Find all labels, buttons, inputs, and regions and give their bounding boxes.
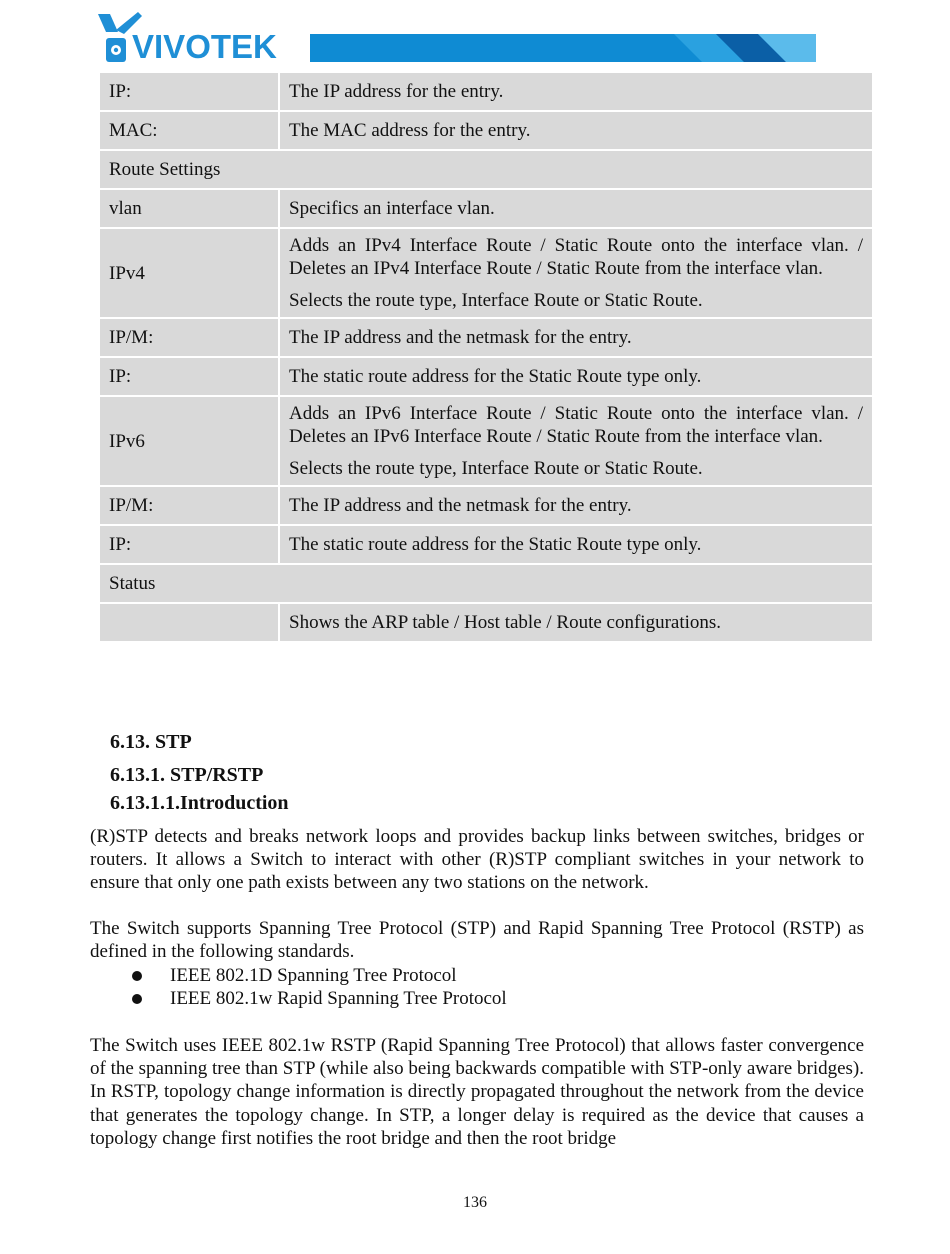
description-text: Specifics an interface vlan. [289, 198, 495, 219]
description-text: The MAC address for the entry. [289, 120, 531, 141]
table-row [99, 111, 873, 150]
table-section-header: Status [99, 564, 873, 603]
description-text: Adds an IPv6 Interface Route / Static Route onto the interface vlan. / Deletes an IPv6 Interface Route / Static Route from the interface vlan. [289, 403, 863, 447]
list-item-text: IEEE 802.1D Spanning Tree Protocol [170, 965, 457, 986]
header-bar-decoration [660, 34, 816, 62]
description-text: The static route address for the Static Route type only. [289, 366, 702, 387]
table-cell-parameter [99, 603, 279, 642]
description-text: Shows the ARP table / Host table / Route configurations. [289, 612, 722, 633]
table-section-header: Route Settings [99, 150, 873, 189]
table-cell-parameter: IPv6 [99, 396, 279, 486]
subsection-heading-stp-rstp: 6.13.1. STP/RSTP [110, 764, 264, 786]
subsection-heading-introduction: 6.13.1.1.Introduction [110, 792, 289, 814]
list-item [90, 987, 864, 1010]
list-item-text: IEEE 802.1w Rapid Spanning Tree Protocol [170, 988, 507, 1010]
bullet-icon [132, 971, 142, 981]
standards-list [90, 964, 864, 1010]
description-text: Selects the route type, Interface Route or Static Route. [289, 458, 703, 479]
description-text: The static route address for the Static Route type only. [289, 534, 702, 555]
description-text: The IP address and the netmask for the entry. [289, 327, 632, 348]
table-cell-parameter: IP: [99, 72, 279, 111]
table-row [99, 525, 873, 564]
table-cell-description [279, 603, 873, 642]
intro-paragraph-1: (R)STP detects and breaks network loops and provides backup links between switches, bridges or routers. It allows a Switch to interact with other (R)STP compliant switches in your network to ensure that only one path exists between any two stations on the network. [90, 826, 864, 894]
intro-paragraph-2: The Switch supports Spanning Tree Protocol (STP) and Rapid Spanning Tree Protocol (RSTP) as defined in the following standards. [90, 918, 864, 963]
table-row [99, 486, 873, 525]
table-row [99, 603, 873, 642]
table-row [99, 318, 873, 357]
table-cell-description [279, 486, 873, 525]
parameter-table [98, 71, 874, 643]
description-text: The IP address for the entry. [289, 81, 504, 102]
table-row [99, 72, 873, 111]
table-cell-parameter: IPv4 [99, 228, 279, 318]
logo-wordmark: VIVOTEK [132, 28, 277, 65]
table-row [99, 396, 873, 486]
table-cell-parameter: IP: [99, 357, 279, 396]
table-cell-description [279, 525, 873, 564]
table-row [99, 357, 873, 396]
table-cell-description [279, 228, 873, 318]
description-text: The IP address and the netmask for the entry. [289, 495, 632, 516]
page-number: 136 [463, 1194, 487, 1211]
description-text: Adds an IPv4 Interface Route / Static Route onto the interface vlan. / Deletes an IPv4 Interface Route / Static Route from the interface vlan. [289, 235, 863, 279]
intro-paragraph-3: The Switch uses IEEE 802.1w RSTP (Rapid Spanning Tree Protocol) that allows faster convergence of the spanning tree than STP (while also being backwards compatible with STP-only aware bridges). In RSTP, topology change information is directly propagated throughout the network from the device that generates the topology change. In STP, a longer delay is required as the device that causes a topology change first notifies the root bridge and then the root bridge [90, 1035, 864, 1149]
table-cell-parameter: IP: [99, 525, 279, 564]
table-row [99, 564, 873, 603]
table-cell-description [279, 318, 873, 357]
table-cell-description [279, 111, 873, 150]
section-heading-stp: 6.13. STP [110, 731, 192, 753]
description-text: Selects the route type, Interface Route or Static Route. [289, 290, 703, 311]
page-header [96, 10, 816, 64]
table-cell-description [279, 396, 873, 486]
table-cell-parameter: vlan [99, 189, 279, 228]
table-cell-description [279, 357, 873, 396]
table-cell-description [279, 72, 873, 111]
bullet-icon [132, 994, 142, 1004]
table-row [99, 228, 873, 318]
table-row [99, 189, 873, 228]
list-item [90, 964, 864, 987]
table-cell-parameter: MAC: [99, 111, 279, 150]
table-cell-parameter: IP/M: [99, 486, 279, 525]
table-row [99, 150, 873, 189]
table-cell-description [279, 189, 873, 228]
table-cell-parameter: IP/M: [99, 318, 279, 357]
header-bar [310, 34, 816, 62]
